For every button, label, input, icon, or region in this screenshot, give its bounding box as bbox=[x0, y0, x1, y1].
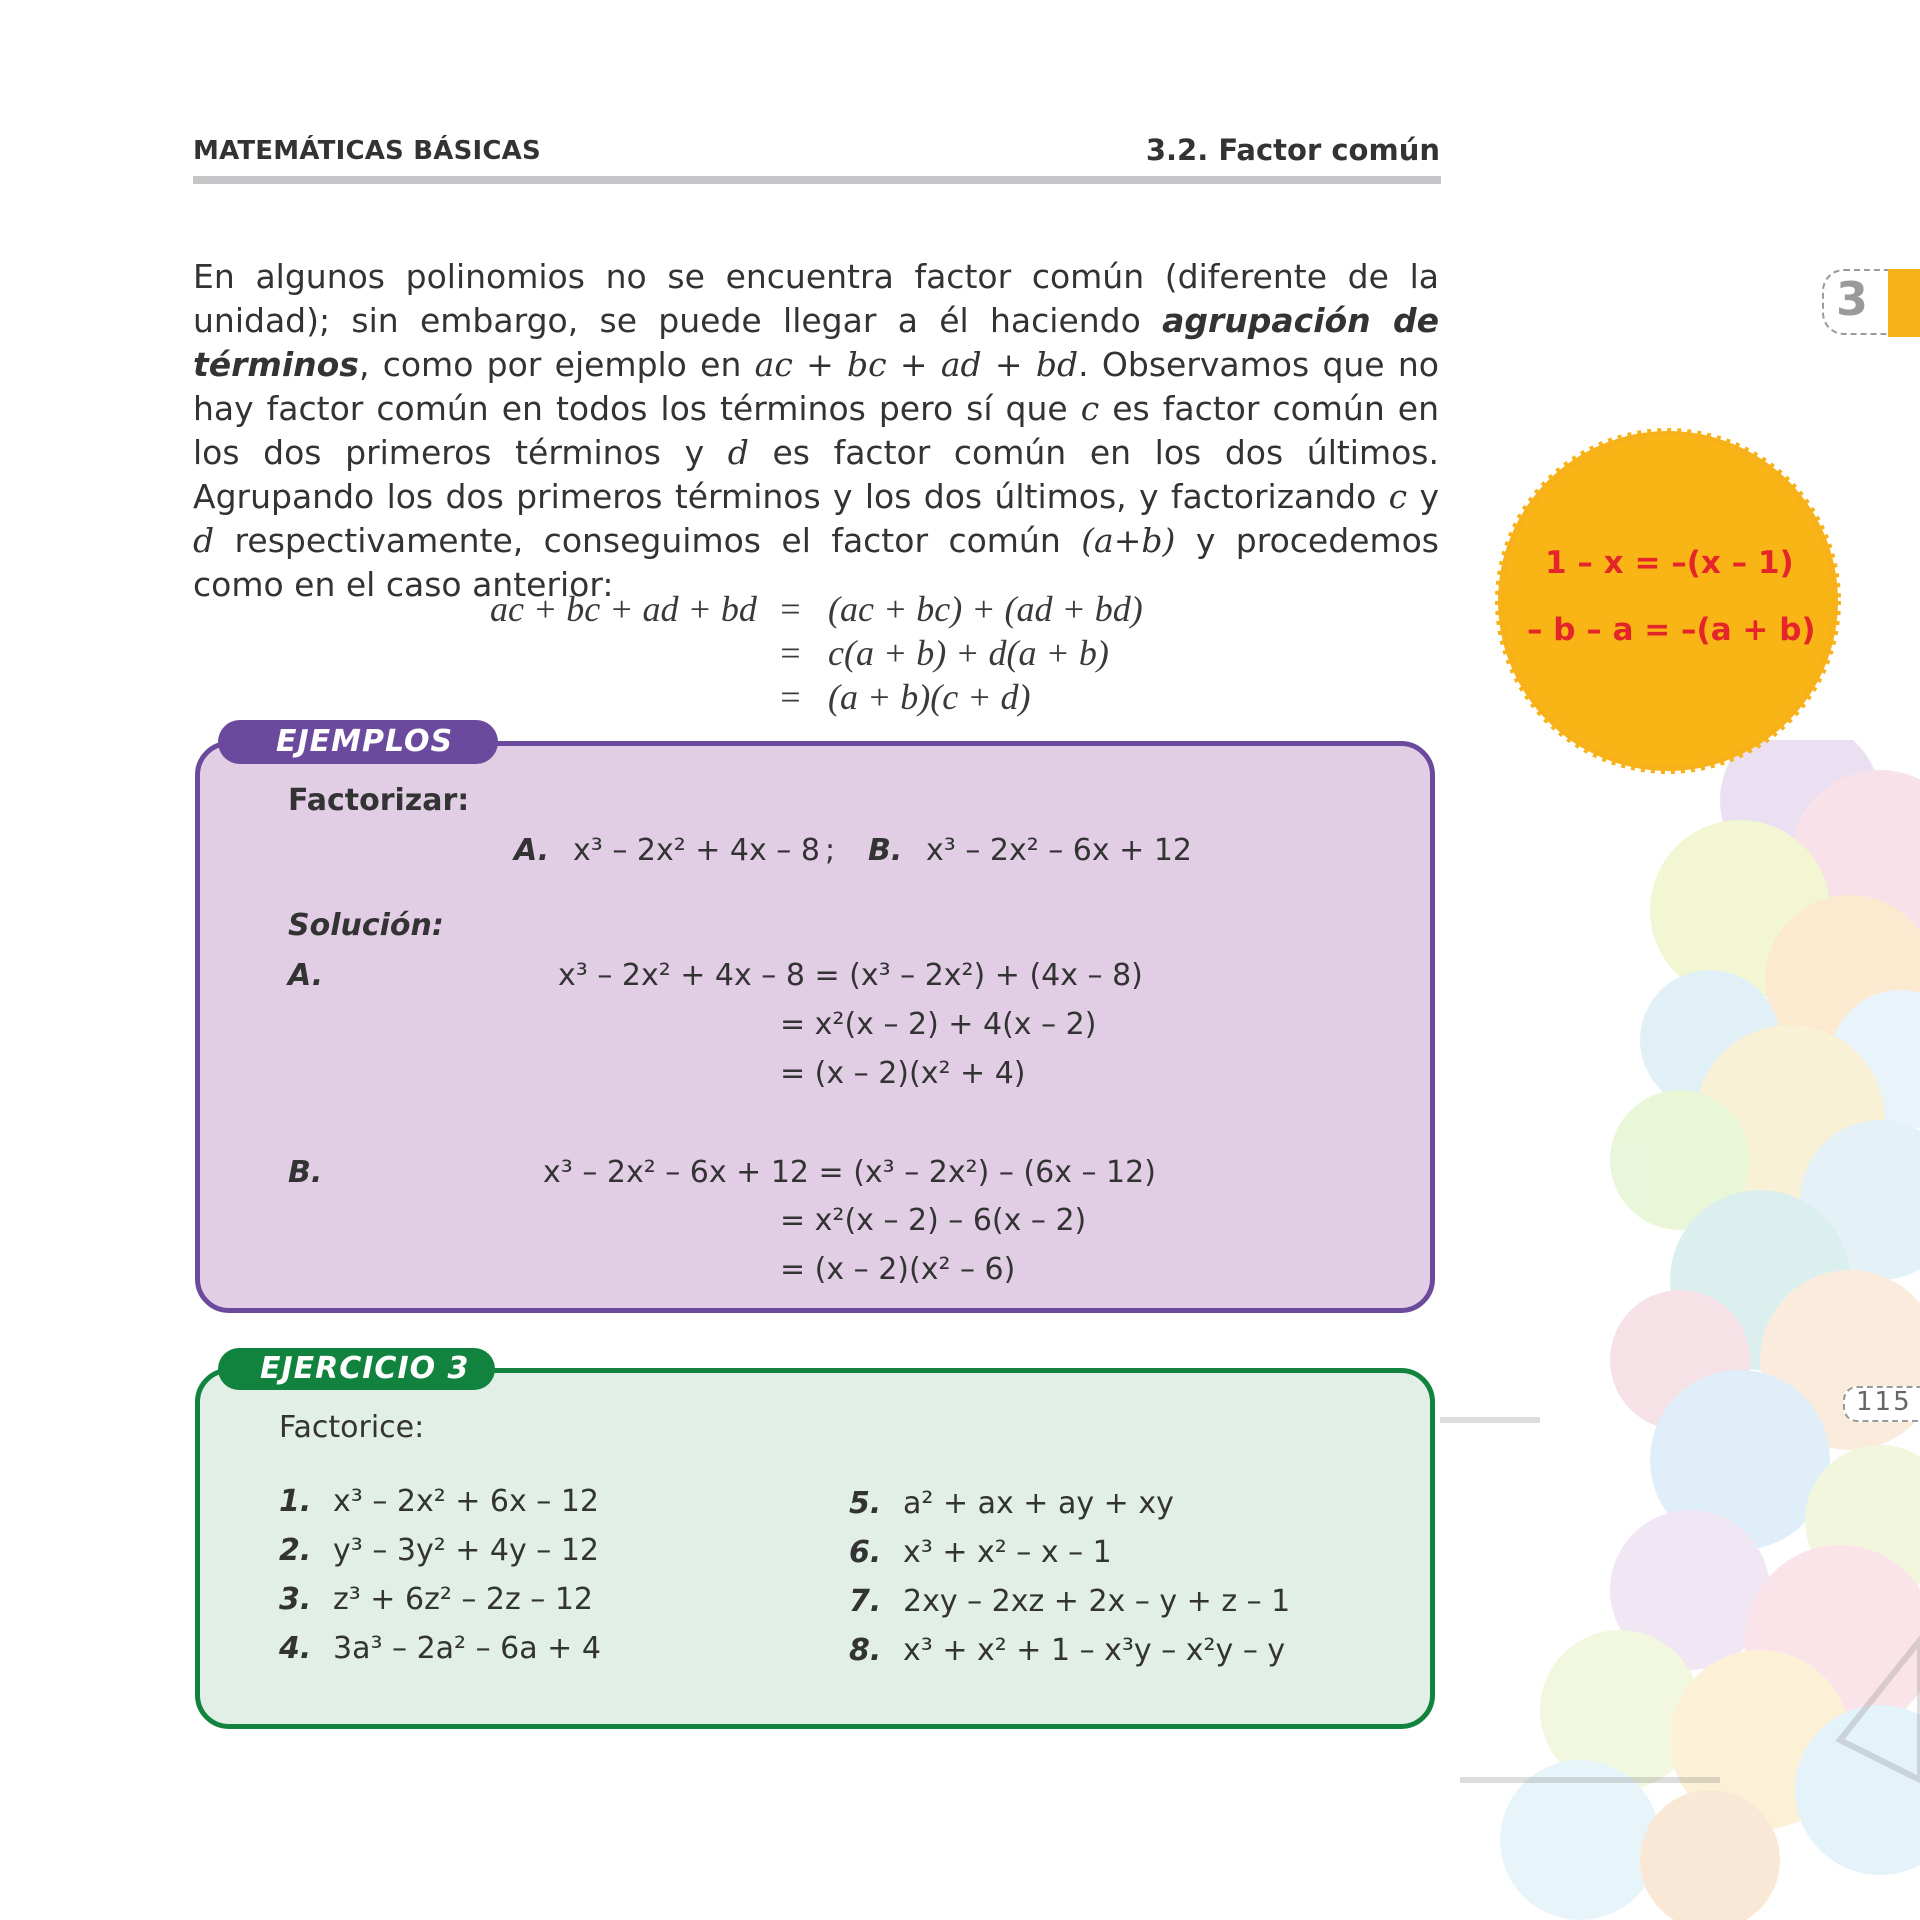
exercise-expr: a² + ax + ay + xy bbox=[903, 1486, 1174, 1521]
exercise-tab: EJERCICIO 3 bbox=[218, 1348, 495, 1390]
sun-identity-2: – b – a = –(a + b) bbox=[1527, 612, 1816, 648]
header-rule bbox=[193, 176, 1441, 184]
solution-a-line-2: = x²(x – 2) + 4(x – 2) bbox=[780, 1007, 1097, 1042]
exercise-expr: 2xy – 2xz + 2x – y + z – 1 bbox=[903, 1584, 1291, 1619]
exercise-expr: x³ – 2x² + 6x – 12 bbox=[333, 1484, 600, 1519]
exercise-number: 6. bbox=[849, 1535, 882, 1570]
solution-b-line-3: = (x – 2)(x² – 6) bbox=[780, 1252, 1016, 1287]
display-row-2: c(a + b) + d(a + b) bbox=[828, 633, 1109, 673]
exercise-number: 7. bbox=[849, 1584, 882, 1619]
exercise-number: 5. bbox=[849, 1486, 882, 1521]
problem-separator: ; bbox=[825, 833, 836, 868]
display-eq-2: = bbox=[778, 633, 803, 673]
sun-badge bbox=[1492, 425, 1844, 777]
solution-b-line-1: x³ – 2x² – 6x + 12 = (x³ – 2x²) – (6x – 12) bbox=[543, 1155, 1156, 1190]
chapter-strip bbox=[1888, 269, 1920, 337]
running-head-left: MATEMÁTICAS BÁSICAS bbox=[193, 136, 541, 166]
examples-tab: EJEMPLOS bbox=[218, 720, 498, 764]
solution-b-line-2: = x²(x – 2) – 6(x – 2) bbox=[780, 1203, 1087, 1238]
exercise-expr: x³ + x² – x – 1 bbox=[903, 1535, 1112, 1570]
display-eq-3: = bbox=[778, 677, 803, 717]
exercise-number: 4. bbox=[279, 1631, 312, 1666]
exercise-expr: 3a³ – 2a² – 6a + 4 bbox=[333, 1631, 601, 1666]
factorice-label: Factorice: bbox=[279, 1410, 425, 1445]
solution-a-line-3: = (x – 2)(x² + 4) bbox=[780, 1056, 1026, 1091]
solution-a-line-1: x³ – 2x² + 4x – 8 = (x³ – 2x²) + (4x – 8) bbox=[558, 958, 1143, 993]
chapter-number: 3 bbox=[1836, 272, 1869, 326]
problem-b-expr: x³ – 2x² – 6x + 12 bbox=[926, 833, 1193, 868]
exercise-number: 1. bbox=[279, 1484, 312, 1519]
intro-paragraph: En algunos polinomios no se encuentra factor común (diferente de la unidad); sin embargo, se puede llegar a él haciendo agrupación de términos, como por ejemplo en ac + bc + ad + bd. Observamos que no hay factor común en todos los términos pero sí que c es factor común en los dos primeros términos y d es factor común en los dos últimos. Agrupando los dos primeros términos y los dos últimos, y factorizando c y d respectivamente, conseguimos el factor común (a+b) y procedemos como en el caso anterior: bbox=[193, 257, 1439, 604]
solution-a-label: A. bbox=[288, 958, 324, 993]
exercise-expr: x³ + x² + 1 – x³y – x²y – y bbox=[903, 1633, 1286, 1668]
display-row-3: (a + b)(c + d) bbox=[828, 677, 1031, 717]
factorizar-label: Factorizar: bbox=[288, 783, 470, 818]
exercise-number: 3. bbox=[279, 1582, 312, 1617]
display-row-1: (ac + bc) + (ad + bd) bbox=[828, 589, 1143, 629]
exercise-expr: z³ + 6z² – 2z – 12 bbox=[333, 1582, 593, 1617]
problem-a-expr: x³ – 2x² + 4x – 8 bbox=[573, 833, 820, 868]
sun-identity-1: 1 – x = –(x – 1) bbox=[1545, 545, 1794, 581]
exercise-number: 8. bbox=[849, 1633, 882, 1668]
exercise-expr: y³ – 3y² + 4y – 12 bbox=[333, 1533, 600, 1568]
exercise-number: 2. bbox=[279, 1533, 312, 1568]
problem-a-label: A. bbox=[514, 833, 550, 868]
running-head-right: 3.2. Factor común bbox=[1145, 133, 1440, 167]
page-number: 115 bbox=[1856, 1387, 1912, 1417]
emphasis-term: agrupación de términos bbox=[193, 301, 1439, 384]
solution-b-label: B. bbox=[288, 1155, 323, 1190]
decorative-bubbles bbox=[1380, 740, 1920, 1920]
problem-b-label: B. bbox=[868, 833, 903, 868]
solucion-label: Solución: bbox=[288, 908, 444, 943]
display-eq-1: = bbox=[778, 589, 803, 629]
display-lhs: ac + bc + ad + bd bbox=[490, 589, 757, 629]
